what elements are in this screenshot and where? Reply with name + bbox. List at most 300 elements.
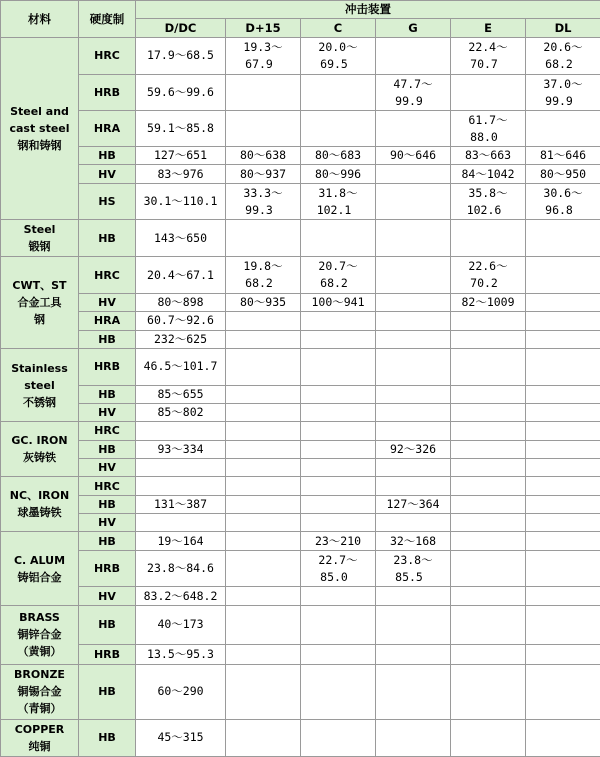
range-value: 22.6～ <box>468 259 508 274</box>
range-cell <box>301 165 376 183</box>
hardness-scale-cell: HV <box>79 587 136 605</box>
hardness-scale-cell: HRC <box>79 477 136 495</box>
table-row <box>1 165 600 183</box>
material-label: cast steel <box>9 122 70 136</box>
table-row <box>1 459 600 477</box>
range-cell <box>301 459 376 477</box>
range-cell <box>226 257 301 294</box>
range-cell <box>376 532 451 550</box>
material-cell <box>1 664 79 719</box>
hardness-scale-cell: HV <box>79 514 136 532</box>
material-label: 钢和铸钢 <box>17 139 62 153</box>
range-cell <box>136 147 226 165</box>
header-device-d-15: D+15 <box>226 19 301 38</box>
range-cell <box>526 550 600 587</box>
material-label: 锻钢 <box>28 240 51 254</box>
range-value: 35.8～ <box>468 185 508 200</box>
range-value: 80～935 <box>239 295 287 310</box>
range-cell <box>301 293 376 311</box>
range-cell <box>451 330 526 348</box>
material-cell <box>1 348 79 421</box>
table-row <box>1 644 600 664</box>
range-value: 85.5 <box>395 569 423 584</box>
hardness-scale-cell: HRA <box>79 111 136 147</box>
material-label: NC、IRON <box>9 489 70 503</box>
range-cell <box>526 719 600 756</box>
range-cell <box>136 348 226 385</box>
range-cell <box>451 664 526 719</box>
range-cell <box>226 664 301 719</box>
header-device-g: G <box>376 19 451 38</box>
hardness-scale-cell: HB <box>79 605 136 644</box>
range-cell <box>376 220 451 257</box>
range-cell <box>301 550 376 587</box>
range-cell <box>136 403 226 421</box>
table-row <box>1 330 600 348</box>
hardness-scale-cell: HV <box>79 403 136 421</box>
range-cell <box>301 605 376 644</box>
range-cell <box>451 147 526 165</box>
table-row <box>1 550 600 587</box>
range-cell <box>226 312 301 330</box>
range-cell <box>526 257 600 294</box>
range-value: 96.8 <box>545 202 573 217</box>
range-cell <box>226 38 301 75</box>
range-value: 20.6～ <box>543 39 583 54</box>
range-cell <box>526 403 600 421</box>
range-value: 131～387 <box>153 496 208 511</box>
range-cell <box>226 422 301 440</box>
range-value: 45～315 <box>157 730 204 745</box>
table-row <box>1 514 600 532</box>
range-cell <box>226 293 301 311</box>
range-cell <box>301 183 376 220</box>
range-cell <box>226 477 301 495</box>
range-cell <box>301 587 376 605</box>
range-cell <box>376 74 451 111</box>
range-cell <box>376 605 451 644</box>
range-value: 70.2 <box>470 276 498 291</box>
range-value: 82～1009 <box>461 295 515 310</box>
range-cell <box>226 111 301 147</box>
hardness-scale-cell: HB <box>79 330 136 348</box>
range-cell <box>376 514 451 532</box>
range-cell <box>226 459 301 477</box>
range-cell <box>451 312 526 330</box>
range-value: 23～210 <box>314 533 362 548</box>
range-cell <box>136 293 226 311</box>
range-cell <box>136 74 226 111</box>
range-cell <box>226 165 301 183</box>
range-cell <box>136 111 226 147</box>
range-value: 80～996 <box>314 166 362 181</box>
range-cell <box>376 38 451 75</box>
table-row <box>1 719 600 756</box>
range-cell <box>301 477 376 495</box>
range-value: 143～650 <box>153 230 208 245</box>
range-cell <box>451 74 526 111</box>
range-cell <box>451 403 526 421</box>
range-value: 23.8～ <box>393 552 433 567</box>
hardness-scale-cell: HRB <box>79 348 136 385</box>
material-label: Steel <box>23 223 56 237</box>
material-label: 不锈钢 <box>23 395 56 409</box>
hardness-scale-cell: HB <box>79 532 136 550</box>
range-cell <box>136 165 226 183</box>
material-label: 钢 <box>34 313 45 327</box>
range-cell <box>451 719 526 756</box>
range-cell <box>451 385 526 403</box>
table-header <box>1 1 600 38</box>
material-label: 铜锡合金 <box>17 685 62 699</box>
table-row <box>1 605 600 644</box>
range-cell <box>376 459 451 477</box>
range-cell <box>526 440 600 458</box>
material-cell <box>1 38 79 220</box>
range-cell <box>451 111 526 147</box>
material-label: Steel and <box>10 105 69 119</box>
range-value: 40～173 <box>157 617 204 632</box>
material-label: Stainless <box>11 361 68 375</box>
range-cell <box>226 440 301 458</box>
hardness-scale-cell: HRC <box>79 38 136 75</box>
range-cell <box>226 385 301 403</box>
range-cell <box>526 495 600 513</box>
range-cell <box>136 532 226 550</box>
hardness-scale-cell: HRB <box>79 644 136 664</box>
range-cell <box>136 422 226 440</box>
range-cell <box>226 587 301 605</box>
range-cell <box>226 550 301 587</box>
range-cell <box>376 257 451 294</box>
range-value: 127～651 <box>153 148 208 163</box>
table-row <box>1 422 600 440</box>
hardness-scale-cell: HB <box>79 385 136 403</box>
material-label: steel <box>24 378 55 392</box>
range-cell <box>526 664 600 719</box>
table-row <box>1 403 600 421</box>
material-label: （青铜） <box>17 702 62 716</box>
table-body <box>1 38 600 757</box>
range-value: 80～683 <box>314 148 362 163</box>
range-cell <box>376 550 451 587</box>
hardness-scale-cell: HB <box>79 440 136 458</box>
range-value: 85～802 <box>157 405 204 420</box>
range-value: 19.8～ <box>243 259 283 274</box>
range-value: 68.2 <box>545 56 573 71</box>
range-cell <box>226 403 301 421</box>
hardness-scale-cell: HB <box>79 220 136 257</box>
range-value: 61.7～ <box>468 112 508 127</box>
range-value: 23.8～84.6 <box>147 561 214 576</box>
hardness-scale-cell: HB <box>79 664 136 719</box>
range-value: 80～898 <box>157 295 204 310</box>
hardness-scale-cell: HRB <box>79 74 136 111</box>
range-cell <box>526 183 600 220</box>
range-cell <box>226 719 301 756</box>
header-device-e: E <box>451 19 526 38</box>
range-cell <box>451 348 526 385</box>
header-material: 材料 <box>1 1 79 38</box>
range-value: 19～164 <box>157 533 204 548</box>
table-row <box>1 147 600 165</box>
range-value: 31.8～ <box>318 185 358 200</box>
range-cell <box>301 312 376 330</box>
material-cell <box>1 477 79 532</box>
range-cell <box>226 644 301 664</box>
table-row <box>1 38 600 75</box>
hardness-scale-cell: HV <box>79 165 136 183</box>
range-cell <box>301 440 376 458</box>
range-cell <box>301 220 376 257</box>
range-cell <box>526 147 600 165</box>
range-cell <box>526 74 600 111</box>
range-cell <box>226 532 301 550</box>
range-value: 20.0～ <box>318 39 358 54</box>
range-cell <box>376 312 451 330</box>
range-value: 102.1 <box>316 202 352 217</box>
range-cell <box>451 257 526 294</box>
material-label: 纯铜 <box>28 739 51 753</box>
hardness-scale-cell: HB <box>79 719 136 756</box>
range-value: 85～655 <box>157 386 204 401</box>
range-value: 32～168 <box>389 533 437 548</box>
range-value: 83.2～648.2 <box>143 588 218 603</box>
table-row <box>1 183 600 220</box>
range-value: 22.7～ <box>318 552 358 567</box>
material-cell <box>1 422 79 477</box>
range-value: 93～334 <box>157 441 204 456</box>
range-value: 59.6～99.6 <box>147 85 214 100</box>
range-value: 92～326 <box>389 441 437 456</box>
material-label: （黄铜） <box>17 645 62 659</box>
range-cell <box>376 147 451 165</box>
hardness-scale-cell: HRB <box>79 550 136 587</box>
header-device-d-dc: D/DC <box>136 19 226 38</box>
range-cell <box>376 348 451 385</box>
range-value: 127～364 <box>386 496 440 511</box>
range-value: 20.7～ <box>318 259 358 274</box>
range-cell <box>226 220 301 257</box>
table-row <box>1 385 600 403</box>
range-cell <box>526 605 600 644</box>
range-cell <box>451 459 526 477</box>
range-value: 102.6 <box>466 202 502 217</box>
hardness-scale-cell: HRC <box>79 422 136 440</box>
range-cell <box>526 477 600 495</box>
material-cell <box>1 257 79 349</box>
table-row <box>1 220 600 257</box>
range-cell <box>226 147 301 165</box>
range-value: 60～290 <box>157 684 204 699</box>
range-cell <box>301 422 376 440</box>
range-cell <box>526 644 600 664</box>
range-value: 83～663 <box>464 148 512 163</box>
range-cell <box>376 111 451 147</box>
range-cell <box>376 403 451 421</box>
material-label: 灰铸铁 <box>23 451 56 465</box>
range-cell <box>526 220 600 257</box>
range-cell <box>451 514 526 532</box>
range-cell <box>136 312 226 330</box>
range-value: 60.7～92.6 <box>147 313 214 328</box>
range-value: 70.7 <box>470 56 498 71</box>
hardness-scale-cell: HS <box>79 183 136 220</box>
table-row <box>1 495 600 513</box>
range-cell <box>301 664 376 719</box>
range-value: 81～646 <box>539 148 587 163</box>
range-cell <box>301 532 376 550</box>
table-row <box>1 348 600 385</box>
range-cell <box>376 587 451 605</box>
range-cell <box>301 385 376 403</box>
range-cell <box>526 514 600 532</box>
range-cell <box>226 348 301 385</box>
material-label: COPPER <box>14 722 65 736</box>
range-cell <box>526 293 600 311</box>
range-cell <box>136 440 226 458</box>
range-cell <box>526 532 600 550</box>
range-cell <box>136 38 226 75</box>
range-cell <box>136 330 226 348</box>
range-cell <box>136 183 226 220</box>
range-cell <box>451 422 526 440</box>
material-label: 合金工具 <box>17 296 62 310</box>
hardness-scale-cell: HRA <box>79 312 136 330</box>
table-row <box>1 293 600 311</box>
range-cell <box>301 348 376 385</box>
range-value: 99.3 <box>245 202 273 217</box>
range-value: 22.4～ <box>468 39 508 54</box>
range-cell <box>226 330 301 348</box>
hardness-scale-cell: HB <box>79 495 136 513</box>
range-cell <box>526 111 600 147</box>
range-value: 68.2 <box>245 276 273 291</box>
range-cell <box>526 312 600 330</box>
header-impact-device: 冲击装置 <box>136 1 600 19</box>
range-cell <box>451 165 526 183</box>
range-value: 232～625 <box>153 331 208 346</box>
range-cell <box>136 550 226 587</box>
header-device-c: C <box>301 19 376 38</box>
range-value: 84～1042 <box>461 166 515 181</box>
material-label: 球墨铸铁 <box>17 506 62 520</box>
material-label: 铸铝合金 <box>17 570 62 584</box>
table-row <box>1 257 600 294</box>
range-cell <box>526 330 600 348</box>
range-cell <box>226 605 301 644</box>
material-label: BRASS <box>19 611 60 625</box>
range-value: 17.9～68.5 <box>147 48 214 63</box>
table-row <box>1 440 600 458</box>
range-value: 30.1～110.1 <box>143 194 218 209</box>
range-cell <box>376 422 451 440</box>
range-cell <box>301 147 376 165</box>
header-scale: 硬度制 <box>79 1 136 38</box>
range-value: 69.5 <box>320 56 348 71</box>
range-value: 80～937 <box>239 166 287 181</box>
range-value: 99.9 <box>545 93 573 108</box>
hardness-scale-cell: HRC <box>79 257 136 294</box>
range-value: 68.2 <box>320 276 348 291</box>
range-value: 37.0～ <box>543 76 583 91</box>
range-value: 47.7～ <box>393 76 433 91</box>
hardness-scale-cell: HV <box>79 459 136 477</box>
range-cell <box>451 495 526 513</box>
range-value: 30.6～ <box>543 185 583 200</box>
hardness-scale-cell: HV <box>79 293 136 311</box>
range-cell <box>136 664 226 719</box>
range-cell <box>301 514 376 532</box>
material-cell <box>1 719 79 756</box>
range-cell <box>136 644 226 664</box>
range-cell <box>226 514 301 532</box>
hardness-scale-cell: HB <box>79 147 136 165</box>
material-cell <box>1 532 79 605</box>
range-cell <box>526 385 600 403</box>
range-cell <box>376 719 451 756</box>
range-cell <box>451 220 526 257</box>
range-cell <box>451 605 526 644</box>
range-cell <box>451 644 526 664</box>
range-cell <box>526 38 600 75</box>
range-cell <box>451 550 526 587</box>
range-cell <box>136 257 226 294</box>
material-cell <box>1 605 79 664</box>
table-row <box>1 532 600 550</box>
range-cell <box>526 348 600 385</box>
range-cell <box>136 459 226 477</box>
table-row <box>1 664 600 719</box>
table-row <box>1 312 600 330</box>
range-cell <box>136 495 226 513</box>
range-cell <box>226 495 301 513</box>
table-row <box>1 74 600 111</box>
range-cell <box>226 74 301 111</box>
range-cell <box>136 605 226 644</box>
range-cell <box>301 403 376 421</box>
range-cell <box>136 477 226 495</box>
range-cell <box>301 38 376 75</box>
range-value: 88.0 <box>470 129 498 144</box>
range-cell <box>376 330 451 348</box>
range-cell <box>376 495 451 513</box>
range-value: 19.3～ <box>243 39 283 54</box>
range-value: 20.4～67.1 <box>147 267 214 282</box>
range-cell <box>376 165 451 183</box>
material-cell <box>1 220 79 257</box>
range-cell <box>526 422 600 440</box>
range-cell <box>451 293 526 311</box>
range-cell <box>451 183 526 220</box>
range-cell <box>451 532 526 550</box>
range-value: 80～638 <box>239 148 287 163</box>
range-cell <box>451 587 526 605</box>
material-label: GC. IRON <box>11 434 68 448</box>
range-value: 80～950 <box>539 166 587 181</box>
range-value: 67.9 <box>245 56 273 71</box>
range-cell <box>301 74 376 111</box>
range-value: 33.3～ <box>243 185 283 200</box>
range-cell <box>451 440 526 458</box>
table-row <box>1 587 600 605</box>
range-value: 99.9 <box>395 93 423 108</box>
range-cell <box>451 477 526 495</box>
range-cell <box>301 257 376 294</box>
range-cell <box>376 664 451 719</box>
range-cell <box>526 459 600 477</box>
material-label: 铜锌合金 <box>17 628 62 642</box>
